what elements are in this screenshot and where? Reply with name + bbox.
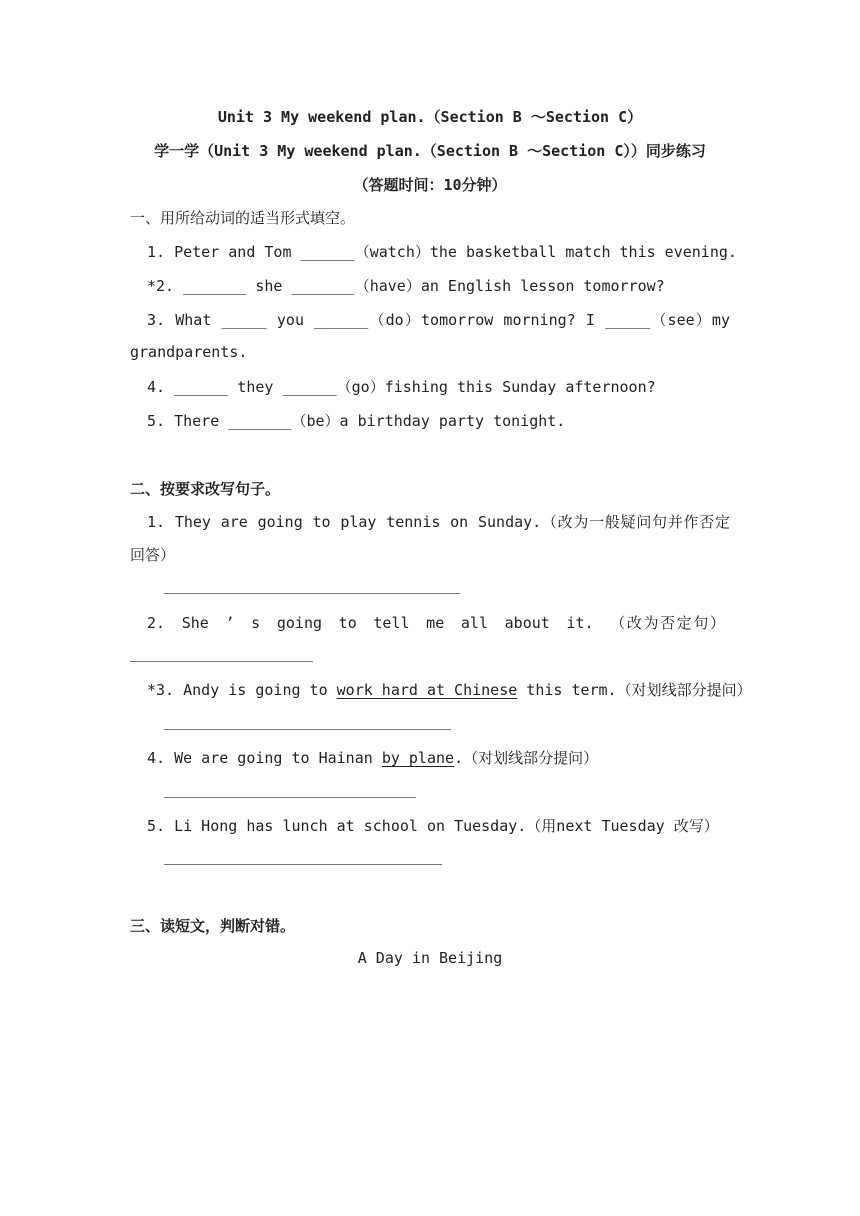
section2-question-5: 5. Li Hong has lunch at school on Tuesday.（用next Tuesday 改写） <box>147 817 719 835</box>
section2-question-3-instruction: this term.（对划线部分提问） <box>517 681 752 699</box>
section2-question-4-instruction: .（对划线部分提问） <box>454 749 599 767</box>
section1-question-5: 5. There _______（be）a birthday party tonight. <box>147 412 566 430</box>
section2-question-4 <box>147 747 598 768</box>
section2-question-3 <box>147 679 752 700</box>
section2-question-3-text: *3. Andy is going to <box>147 681 337 699</box>
section2-question-3-underlined: work hard at Chinese <box>336 681 518 699</box>
section3-heading: 三、读短文，判断对错。 <box>130 917 296 935</box>
section2-question-1: 1. They are going to play tennis on Sunday.（改为一般疑问句并作否定 <box>147 513 730 531</box>
section1-heading: 一、用所给动词的适当形式填空。 <box>130 209 356 227</box>
section2-heading: 二、按要求改写句子。 <box>130 480 281 498</box>
doc-title: Unit 3 My weekend plan.（Section B ～Section C） <box>217 108 643 126</box>
section1-question-1: 1. Peter and Tom ______（watch）the basketball match this evening. <box>147 243 737 261</box>
section2-question-2: 2. She ’ s going to tell me all about it. （改为否定句） <box>147 614 725 632</box>
answer-line-5 <box>164 864 442 865</box>
answer-line-3 <box>164 729 451 730</box>
answer-line-2 <box>130 661 313 662</box>
section2-question-4-text: 4. We are going to Hainan <box>147 749 382 767</box>
answer-line-4 <box>164 797 416 798</box>
doc-subtitle: 学一学（Unit 3 My weekend plan.（Section B ～Section C））同步练习 <box>154 142 706 160</box>
section1-question-3: 3. What _____ you ______（do）tomorrow morning? I _____（see）my <box>147 311 730 329</box>
section2-question-1-cont: 回答） <box>130 546 176 564</box>
section1-question-3-cont: grandparents. <box>130 343 248 361</box>
doc-time-limit: （答题时间：10分钟） <box>353 176 507 194</box>
passage-title: A Day in Beijing <box>357 949 503 967</box>
section2-question-4-underlined: by plane <box>381 749 455 767</box>
section1-question-4: 4. ______ they ______（go）fishing this Sunday afternoon? <box>147 378 656 396</box>
section1-question-2: *2. _______ she _______（have）an English lesson tomorrow? <box>147 277 665 295</box>
answer-line-1 <box>164 593 460 594</box>
